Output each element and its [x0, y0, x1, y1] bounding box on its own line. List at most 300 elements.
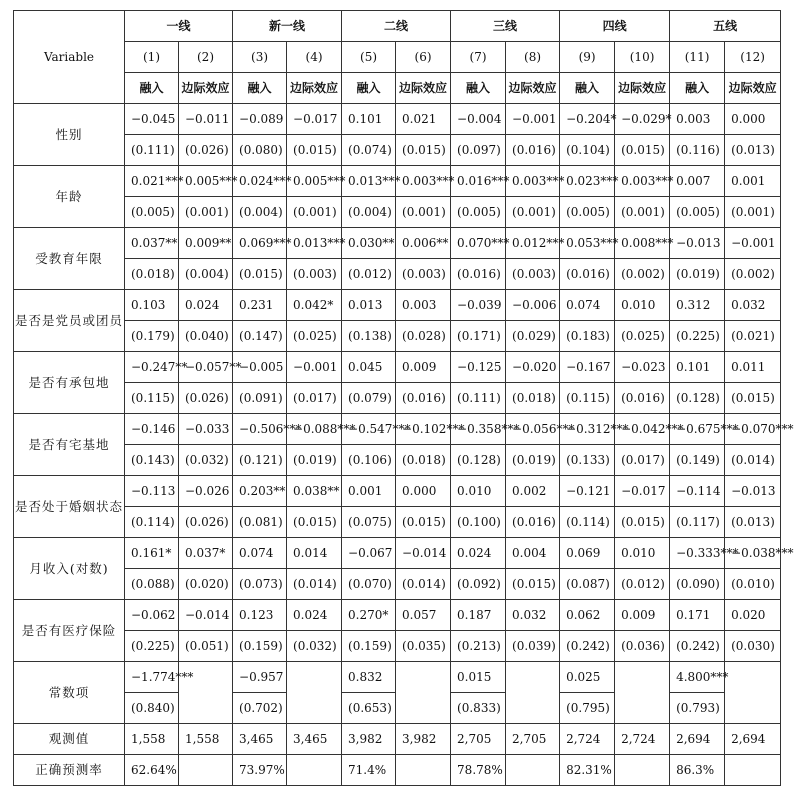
standard-error-cell: (0.115): [560, 383, 615, 414]
empty-cell: [396, 755, 451, 786]
standard-error-row: [14, 259, 781, 290]
empty-cell: [179, 755, 233, 786]
accuracy-cell: 62.64%: [125, 755, 179, 786]
coefficient-cell: 0.161*: [125, 538, 179, 569]
standard-error-row: [14, 383, 781, 414]
coefficient-cell: 0.023***: [560, 166, 615, 197]
coefficient-cell: −0.005: [233, 352, 287, 383]
coefficient-row: [14, 290, 781, 321]
coefficient-cell: −0.039: [451, 290, 506, 321]
coefficient-row: [14, 166, 781, 197]
standard-error-cell: (0.019): [670, 259, 725, 290]
standard-error-cell: (0.019): [506, 445, 560, 476]
standard-error-cell: (0.020): [179, 569, 233, 600]
coefficient-cell: 0.057: [396, 600, 451, 631]
column-number-row: [14, 42, 781, 73]
coefficient-cell: −0.125: [451, 352, 506, 383]
standard-error-cell: (0.081): [233, 507, 287, 538]
coefficient-row: [14, 228, 781, 259]
coefficient-cell: −0.017: [287, 104, 342, 135]
coefficient-cell: 0.010: [451, 476, 506, 507]
group-header: 三线: [451, 11, 560, 42]
column-number: (11): [670, 42, 725, 73]
standard-error-row: [14, 507, 781, 538]
standard-error-cell: (0.015): [506, 569, 560, 600]
standard-error-cell: (0.225): [125, 631, 179, 662]
constant-coefficient-cell: 0.015: [451, 662, 506, 693]
standard-error-cell: (0.003): [287, 259, 342, 290]
coefficient-cell: 0.004: [506, 538, 560, 569]
standard-error-cell: (0.018): [506, 383, 560, 414]
standard-error-cell: (0.019): [287, 445, 342, 476]
standard-error-cell: (0.016): [615, 383, 670, 414]
standard-error-cell: (0.015): [287, 507, 342, 538]
standard-error-cell: (0.025): [287, 321, 342, 352]
standard-error-cell: (0.159): [342, 631, 396, 662]
accuracy-cell: 71.4%: [342, 755, 396, 786]
observation-count-cell: 2,694: [670, 724, 725, 755]
coefficient-cell: −0.014: [396, 538, 451, 569]
observation-count-cell: 1,558: [179, 724, 233, 755]
coefficient-cell: −0.204*: [560, 104, 615, 135]
coefficient-cell: −0.033: [179, 414, 233, 445]
variable-name: 正确预测率: [14, 755, 125, 786]
standard-error-cell: (0.001): [396, 197, 451, 228]
observations-row: [14, 724, 781, 755]
column-type: 边际效应: [396, 73, 451, 104]
coefficient-cell: 0.009: [396, 352, 451, 383]
observation-count-cell: 2,694: [725, 724, 781, 755]
standard-error-cell: (0.005): [451, 197, 506, 228]
standard-error-cell: (0.051): [179, 631, 233, 662]
standard-error-cell: (0.080): [233, 135, 287, 166]
standard-error-cell: (0.032): [179, 445, 233, 476]
coefficient-cell: 0.010: [615, 538, 670, 569]
standard-error-cell: (0.026): [179, 135, 233, 166]
coefficient-cell: 0.000: [725, 104, 781, 135]
observation-count-cell: 3,982: [342, 724, 396, 755]
coefficient-cell: 0.062: [560, 600, 615, 631]
observation-count-cell: 3,982: [396, 724, 451, 755]
coefficient-cell: 0.037*: [179, 538, 233, 569]
column-type: 融入: [342, 73, 396, 104]
standard-error-cell: (0.001): [615, 197, 670, 228]
coefficient-row: [14, 600, 781, 631]
coefficient-row: [14, 476, 781, 507]
standard-error-cell: (0.106): [342, 445, 396, 476]
coefficient-cell: −0.020: [506, 352, 560, 383]
standard-error-cell: (0.079): [342, 383, 396, 414]
constant-se-cell: (0.653): [342, 693, 396, 724]
coefficient-cell: 0.010: [615, 290, 670, 321]
coefficient-cell: −0.006: [506, 290, 560, 321]
coefficient-cell: 0.069***: [233, 228, 287, 259]
coefficient-cell: 0.009: [615, 600, 670, 631]
standard-error-cell: (0.183): [560, 321, 615, 352]
empty-cell: [287, 662, 342, 724]
coefficient-cell: 0.123: [233, 600, 287, 631]
coefficient-cell: −0.057**: [179, 352, 233, 383]
standard-error-cell: (0.016): [396, 383, 451, 414]
coefficient-cell: 0.012***: [506, 228, 560, 259]
coefficient-cell: 0.042*: [287, 290, 342, 321]
standard-error-cell: (0.028): [396, 321, 451, 352]
standard-error-cell: (0.143): [125, 445, 179, 476]
coefficient-cell: −0.089: [233, 104, 287, 135]
standard-error-cell: (0.016): [506, 507, 560, 538]
standard-error-cell: (0.001): [179, 197, 233, 228]
standard-error-cell: (0.029): [506, 321, 560, 352]
standard-error-cell: (0.021): [725, 321, 781, 352]
column-type: 融入: [125, 73, 179, 104]
coefficient-row: [14, 104, 781, 135]
coefficient-cell: 0.024: [287, 600, 342, 631]
accuracy-cell: 86.3%: [670, 755, 725, 786]
standard-error-cell: (0.014): [725, 445, 781, 476]
coefficient-cell: 0.003***: [396, 166, 451, 197]
standard-error-cell: (0.017): [287, 383, 342, 414]
standard-error-cell: (0.017): [615, 445, 670, 476]
standard-error-cell: (0.015): [615, 135, 670, 166]
empty-cell: [396, 662, 451, 724]
standard-error-cell: (0.104): [560, 135, 615, 166]
standard-error-cell: (0.090): [670, 569, 725, 600]
standard-error-cell: (0.002): [615, 259, 670, 290]
coefficient-row: [14, 538, 781, 569]
variable-name: 月收入(对数): [14, 538, 125, 600]
standard-error-row: [14, 445, 781, 476]
coefficient-cell: 0.003: [396, 290, 451, 321]
column-type: 融入: [560, 73, 615, 104]
coefficient-cell: −0.358***: [451, 414, 506, 445]
standard-error-cell: (0.015): [725, 383, 781, 414]
coefficient-cell: 0.001: [342, 476, 396, 507]
observation-count-cell: 3,465: [233, 724, 287, 755]
standard-error-cell: (0.015): [615, 507, 670, 538]
coefficient-cell: 0.045: [342, 352, 396, 383]
coefficient-cell: −0.121: [560, 476, 615, 507]
standard-error-cell: (0.117): [670, 507, 725, 538]
coefficient-cell: −0.506***: [233, 414, 287, 445]
observation-count-cell: 3,465: [287, 724, 342, 755]
coefficient-cell: −0.056***: [506, 414, 560, 445]
coefficient-cell: −0.102***: [396, 414, 451, 445]
coefficient-row: [14, 352, 781, 383]
coefficient-row: [14, 414, 781, 445]
coefficient-cell: 0.030**: [342, 228, 396, 259]
column-number: (9): [560, 42, 615, 73]
coefficient-cell: 0.024: [179, 290, 233, 321]
standard-error-cell: (0.087): [560, 569, 615, 600]
coefficient-cell: −0.017: [615, 476, 670, 507]
variable-name: 性别: [14, 104, 125, 166]
coefficient-cell: 0.016***: [451, 166, 506, 197]
coefficient-cell: −0.547***: [342, 414, 396, 445]
standard-error-cell: (0.159): [233, 631, 287, 662]
observation-count-cell: 2,705: [506, 724, 560, 755]
variable-name: 受教育年限: [14, 228, 125, 290]
column-number: (4): [287, 42, 342, 73]
standard-error-cell: (0.015): [396, 135, 451, 166]
standard-error-cell: (0.115): [125, 383, 179, 414]
coefficient-cell: 0.001: [725, 166, 781, 197]
standard-error-cell: (0.035): [396, 631, 451, 662]
standard-error-cell: (0.026): [179, 383, 233, 414]
coefficient-cell: 0.231: [233, 290, 287, 321]
column-type: 融入: [451, 73, 506, 104]
standard-error-cell: (0.016): [560, 259, 615, 290]
standard-error-cell: (0.114): [125, 507, 179, 538]
standard-error-cell: (0.018): [125, 259, 179, 290]
standard-error-cell: (0.001): [725, 197, 781, 228]
variable-name: 是否有承包地: [14, 352, 125, 414]
column-number: (8): [506, 42, 560, 73]
coefficient-cell: −0.001: [725, 228, 781, 259]
standard-error-cell: (0.147): [233, 321, 287, 352]
constant-se-cell: (0.702): [233, 693, 287, 724]
standard-error-cell: (0.138): [342, 321, 396, 352]
standard-error-cell: (0.074): [342, 135, 396, 166]
coefficient-cell: 0.187: [451, 600, 506, 631]
coefficient-cell: −0.026: [179, 476, 233, 507]
coefficient-cell: 0.203**: [233, 476, 287, 507]
constant-coefficient-cell: 0.832: [342, 662, 396, 693]
coefficient-cell: −0.023: [615, 352, 670, 383]
standard-error-cell: (0.001): [506, 197, 560, 228]
standard-error-cell: (0.111): [125, 135, 179, 166]
coefficient-cell: 0.024: [451, 538, 506, 569]
coefficient-cell: 0.101: [342, 104, 396, 135]
standard-error-cell: (0.039): [506, 631, 560, 662]
coefficient-cell: −0.146: [125, 414, 179, 445]
column-number: (7): [451, 42, 506, 73]
standard-error-cell: (0.075): [342, 507, 396, 538]
group-header: 五线: [670, 11, 781, 42]
coefficient-cell: −0.013: [670, 228, 725, 259]
column-number: (5): [342, 42, 396, 73]
empty-cell: [615, 662, 670, 724]
standard-error-row: [14, 197, 781, 228]
standard-error-cell: (0.128): [670, 383, 725, 414]
column-number: (12): [725, 42, 781, 73]
standard-error-cell: (0.116): [670, 135, 725, 166]
coefficient-cell: 0.038**: [287, 476, 342, 507]
variable-name: 是否是党员或团员: [14, 290, 125, 352]
constant-coefficient-cell: −1.774***: [125, 662, 179, 693]
standard-error-cell: (0.032): [287, 631, 342, 662]
coefficient-cell: 0.103: [125, 290, 179, 321]
empty-cell: [506, 755, 560, 786]
standard-error-cell: (0.097): [451, 135, 506, 166]
standard-error-cell: (0.070): [342, 569, 396, 600]
coefficient-cell: 0.013***: [287, 228, 342, 259]
standard-error-cell: (0.015): [396, 507, 451, 538]
coefficient-cell: 0.032: [725, 290, 781, 321]
column-type: 边际效应: [179, 73, 233, 104]
standard-error-cell: (0.001): [287, 197, 342, 228]
standard-error-cell: (0.003): [506, 259, 560, 290]
coefficient-cell: 0.021: [396, 104, 451, 135]
constant-se-cell: (0.833): [451, 693, 506, 724]
column-number: (6): [396, 42, 451, 73]
empty-cell: [615, 755, 670, 786]
coefficient-cell: −0.042***: [615, 414, 670, 445]
standard-error-cell: (0.092): [451, 569, 506, 600]
coefficient-cell: −0.675***: [670, 414, 725, 445]
regression-table: [13, 10, 794, 786]
coefficient-cell: 0.053***: [560, 228, 615, 259]
coefficient-cell: −0.333***: [670, 538, 725, 569]
column-type: 边际效应: [615, 73, 670, 104]
empty-cell: [725, 755, 781, 786]
constant-se-cell: (0.840): [125, 693, 179, 724]
standard-error-cell: (0.005): [670, 197, 725, 228]
coefficient-cell: −0.312***: [560, 414, 615, 445]
coefficient-cell: −0.001: [287, 352, 342, 383]
coefficient-cell: 0.013: [342, 290, 396, 321]
column-type-row: [14, 73, 781, 104]
standard-error-cell: (0.036): [615, 631, 670, 662]
coefficient-cell: 0.074: [560, 290, 615, 321]
column-type: 融入: [233, 73, 287, 104]
constant-coefficient-cell: 0.025: [560, 662, 615, 693]
group-header: 新一线: [233, 11, 342, 42]
standard-error-cell: (0.014): [396, 569, 451, 600]
coefficient-cell: 0.270*: [342, 600, 396, 631]
column-type: 边际效应: [287, 73, 342, 104]
standard-error-cell: (0.088): [125, 569, 179, 600]
coefficient-cell: 0.011: [725, 352, 781, 383]
constant-se-cell: (0.793): [670, 693, 725, 724]
variable-name: 年龄: [14, 166, 125, 228]
column-type: 融入: [670, 73, 725, 104]
coefficient-cell: 0.009**: [179, 228, 233, 259]
accuracy-cell: 78.78%: [451, 755, 506, 786]
coefficient-cell: 0.003: [670, 104, 725, 135]
coefficient-cell: 0.032: [506, 600, 560, 631]
coefficient-cell: −0.045: [125, 104, 179, 135]
standard-error-cell: (0.242): [560, 631, 615, 662]
coefficient-cell: 0.003***: [615, 166, 670, 197]
coefficient-cell: −0.001: [506, 104, 560, 135]
standard-error-cell: (0.025): [615, 321, 670, 352]
coefficient-cell: 0.037**: [125, 228, 179, 259]
coefficient-cell: 0.005***: [179, 166, 233, 197]
constant-se-cell: (0.795): [560, 693, 615, 724]
coefficient-cell: −0.029*: [615, 104, 670, 135]
standard-error-cell: (0.012): [615, 569, 670, 600]
standard-error-cell: (0.030): [725, 631, 781, 662]
coefficient-cell: −0.038***: [725, 538, 781, 569]
variable-name: 是否有医疗保险: [14, 600, 125, 662]
coefficient-cell: −0.070***: [725, 414, 781, 445]
standard-error-cell: (0.026): [179, 507, 233, 538]
coefficient-cell: 0.005***: [287, 166, 342, 197]
coefficient-cell: 0.003***: [506, 166, 560, 197]
constant-row: [14, 662, 781, 693]
coefficient-cell: −0.067: [342, 538, 396, 569]
standard-error-cell: (0.242): [670, 631, 725, 662]
observation-count-cell: 2,705: [451, 724, 506, 755]
standard-error-cell: (0.004): [233, 197, 287, 228]
standard-error-row: [14, 135, 781, 166]
constant-coefficient-cell: −0.957: [233, 662, 287, 693]
coefficient-cell: −0.113: [125, 476, 179, 507]
column-type: 边际效应: [725, 73, 781, 104]
standard-error-cell: (0.213): [451, 631, 506, 662]
coefficient-cell: −0.247**: [125, 352, 179, 383]
coefficient-cell: 0.000: [396, 476, 451, 507]
standard-error-row: [14, 569, 781, 600]
standard-error-cell: (0.012): [342, 259, 396, 290]
coefficient-cell: −0.167: [560, 352, 615, 383]
empty-cell: [725, 662, 781, 724]
standard-error-cell: (0.016): [451, 259, 506, 290]
column-number: (1): [125, 42, 179, 73]
coefficient-cell: 0.014: [287, 538, 342, 569]
coefficient-cell: 0.074: [233, 538, 287, 569]
coefficient-cell: 0.171: [670, 600, 725, 631]
header-group-row: [14, 11, 781, 42]
standard-error-cell: (0.133): [560, 445, 615, 476]
column-type: 边际效应: [506, 73, 560, 104]
standard-error-cell: (0.179): [125, 321, 179, 352]
standard-error-cell: (0.111): [451, 383, 506, 414]
standard-error-cell: (0.004): [179, 259, 233, 290]
column-number: (10): [615, 42, 670, 73]
standard-error-cell: (0.004): [342, 197, 396, 228]
column-number: (3): [233, 42, 287, 73]
standard-error-cell: (0.040): [179, 321, 233, 352]
variable-header: Variable: [14, 11, 125, 104]
variable-name: 是否处于婚姻状态: [14, 476, 125, 538]
observation-count-cell: 1,558: [125, 724, 179, 755]
standard-error-cell: (0.121): [233, 445, 287, 476]
coefficient-cell: −0.088***: [287, 414, 342, 445]
accuracy-cell: 82.31%: [560, 755, 615, 786]
coefficient-cell: 0.069: [560, 538, 615, 569]
standard-error-cell: (0.100): [451, 507, 506, 538]
group-header: 四线: [560, 11, 670, 42]
variable-name: 是否有宅基地: [14, 414, 125, 476]
standard-error-cell: (0.002): [725, 259, 781, 290]
coefficient-cell: 0.070***: [451, 228, 506, 259]
group-header: 一线: [125, 11, 233, 42]
accuracy-row: [14, 755, 781, 786]
observation-count-cell: 2,724: [615, 724, 670, 755]
coefficient-cell: −0.004: [451, 104, 506, 135]
constant-coefficient-cell: 4.800***: [670, 662, 725, 693]
coefficient-cell: −0.011: [179, 104, 233, 135]
coefficient-cell: 0.008***: [615, 228, 670, 259]
standard-error-cell: (0.003): [396, 259, 451, 290]
coefficient-cell: 0.101: [670, 352, 725, 383]
empty-cell: [506, 662, 560, 724]
standard-error-cell: (0.091): [233, 383, 287, 414]
standard-error-cell: (0.149): [670, 445, 725, 476]
coefficient-cell: −0.114: [670, 476, 725, 507]
coefficient-cell: −0.013: [725, 476, 781, 507]
standard-error-cell: (0.018): [396, 445, 451, 476]
coefficient-cell: −0.014: [179, 600, 233, 631]
standard-error-row: [14, 321, 781, 352]
standard-error-cell: (0.016): [506, 135, 560, 166]
coefficient-cell: 0.021***: [125, 166, 179, 197]
standard-error-cell: (0.015): [233, 259, 287, 290]
standard-error-cell: (0.005): [125, 197, 179, 228]
empty-cell: [287, 755, 342, 786]
accuracy-cell: 73.97%: [233, 755, 287, 786]
